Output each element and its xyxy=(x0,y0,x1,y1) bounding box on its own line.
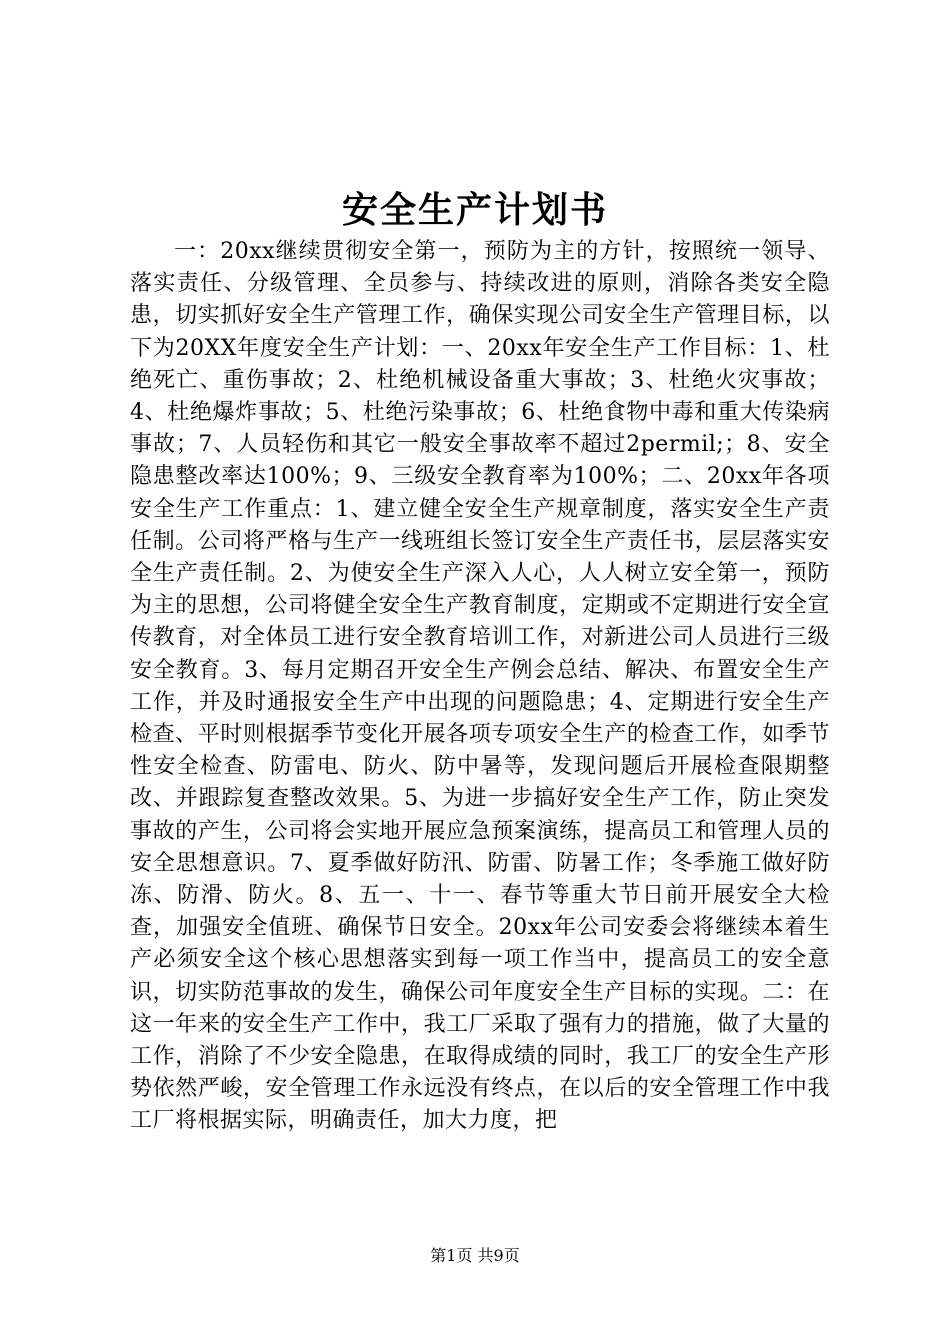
page-title: 安全生产计划书 xyxy=(341,189,608,231)
page-number: 第1页 共9页 xyxy=(430,1246,520,1265)
body-paragraph: 一：20xx继续贯彻安全第一，预防为主的方针，按照统一领导、落实责任、分级管理、全员参与、持续改进的原则，消除各类安全隐患，切实抓好安全生产管理工作，确保实现公司安全生产管理目标，以下为20XX年度安全生产计划：一、20xx年安全生产工作目标：1、杜绝死亡、重伤事故；2、杜绝机械设备重大事故；3、杜绝火灾事故；4、杜绝爆炸事故；5、杜绝污染事故；6、杜绝食物中毒和重大传染病事故；7、人员轻伤和其它一般安全事故率不超过2permil;；8、安全隐患整改率达100%；9、三级安全教育率为100%；二、20xx年各项安全生产工作重点：1、建立健全安全生产规章制度，落实安全生产责任制。公司将严格与生产一线班组长签订安全生产责任书，层层落实安全生产责任制。2、为使安全生产深入人心，人人树立安全第一，预防为主的思想，公司将健全安全生产教育制度，定期或不定期进行安全宣传教育，对全体员工进行安全教育培训工作，对新进公司人员进行三级安全教育。3、每月定期召开安全生产例会总结、解决、布置安全生产工作，并及时通报安全生产中出现的问题隐患；4、定期进行安全生产检查、平时则根据季节变化开展各项专项安全生产的检查工作，如季节性安全检查、防雷电、防火、防中暑等，发现问题后开展检查限期整改、并跟踪复查整改效果。5、为进一步搞好安全生产工作，防止突发事故的产生，公司将会实地开展应急预案演练，提高员工和管理人员的安全思想意识。7、夏季做好防汛、防雷、防暑工作；冬季施工做好防冻、防滑、防火。8、五一、十一、春节等重大节日前开展安全大检查，加强安全值班、确保节日安全。20xx年公司安委会将继续本着生产必须安全这个核心思想落实到每一项工作当中，提高员工的安全意识，切实防范事故的发生，确保公司年度安全生产目标的实现。二：在这一年来的安全生产工作中，我工厂采取了强有力的措施，做了大量的工作，消除了不少安全隐患，在取得成绩的同时，我工厂的安全生产形势依然严峻，安全管理工作永远没有终点，在以后的安全管理工作中我工厂将根据实际，明确责任，加大力度，把 xyxy=(130,239,830,1134)
